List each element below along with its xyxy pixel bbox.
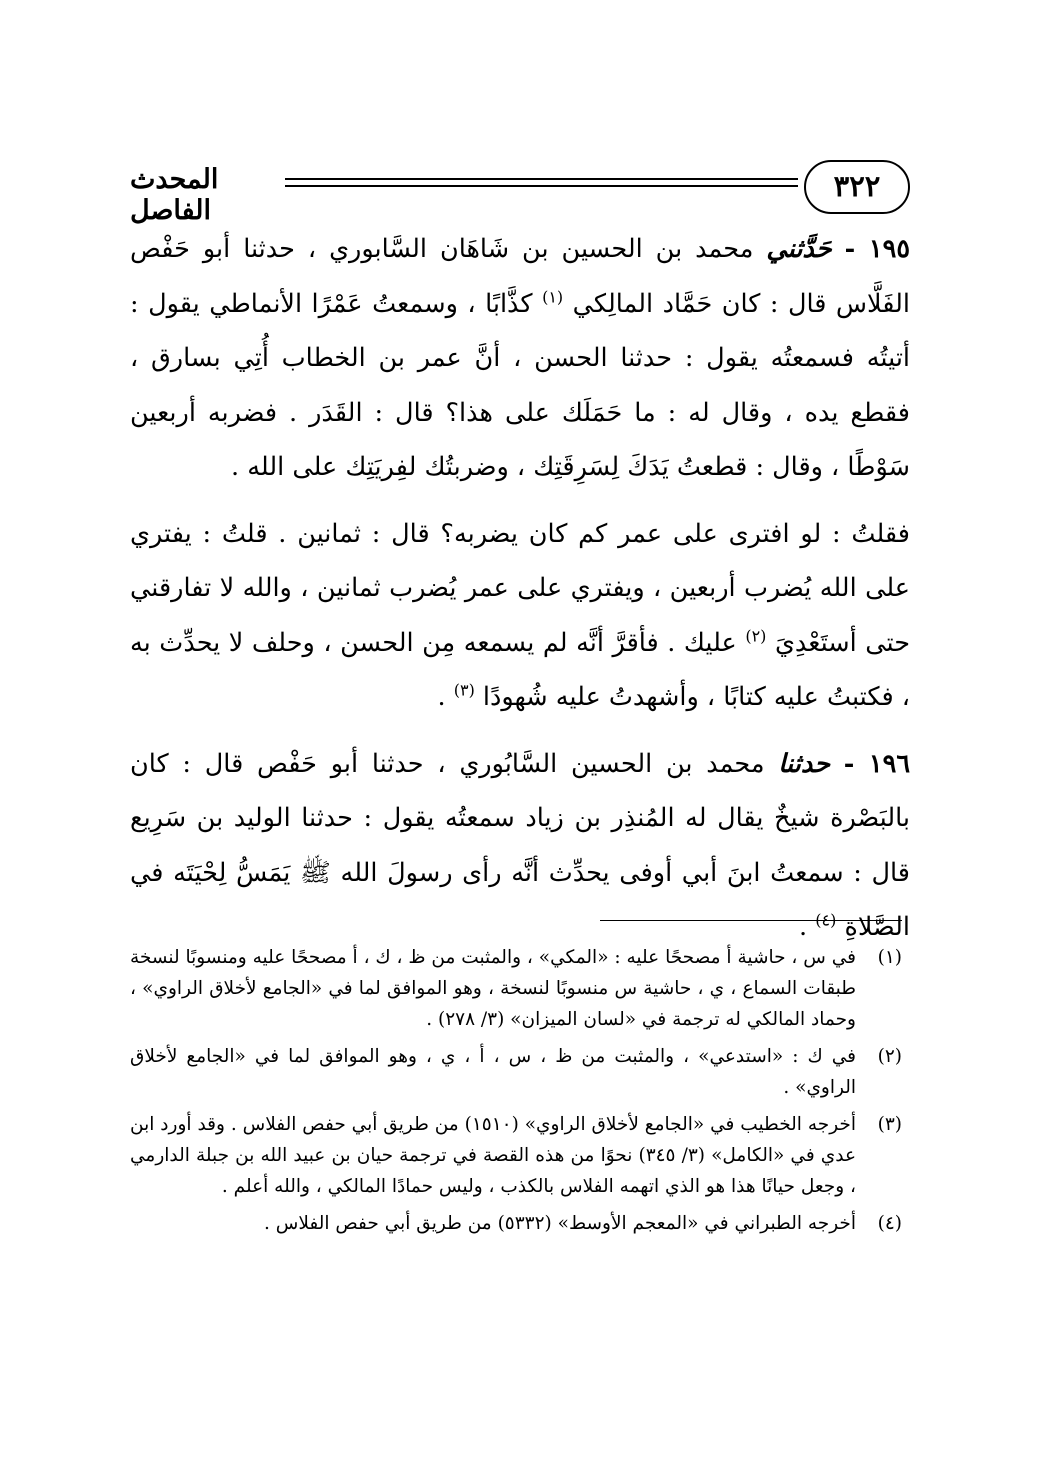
footnote-marker: (٣): [877, 1114, 902, 1135]
paragraph-text: .: [799, 912, 808, 942]
footnote-marker: (٤): [877, 1213, 902, 1234]
footnote-text: في س ، حاشية أ مصححًا عليه : «المكي» ، والمثبت من ظ ، ك ، أ مصححًا عليه ومنسوبًا لنسخة طبقات السماع ، ي ، حاشية س منسوبًا لنسخة ، وهو الموافق لما في «الجامع لأخلاق الراوي» ، وحماد المالكي له ترجمة في «لسان الميزان» (٣/ ٢٧٨) .: [130, 947, 856, 1030]
footnote-ref: (٣): [453, 680, 475, 700]
footnote-text: في ك : «استدعي» ، والمثبت من ظ ، س ، أ ، ي ، وهو الموافق لما في «الجامع لأخلاق الراوي» .: [130, 1046, 856, 1098]
paragraph-text: فقلتُ : لو افترى على عمر كم كان يضربه؟ قال : ثمانين . قلتُ : يفتري على الله يُضرب أربعين ، ويفتري على عمر يُضرب ثمانين ، والله لا تفارقني حتى أستَعْدِيَ: [130, 518, 910, 658]
footnote-4: [130, 1208, 902, 1239]
footnote-ref: (١): [542, 287, 564, 306]
footnote-separator: [600, 920, 902, 921]
paragraph-text: عليك . فأقرَّ أنَّه لم يسمعه مِن الحسن ، وحلف لا يحدِّث به ، فكتبتُ عليه كتابًا ، وأشهدتُ عليه شُهودًا: [130, 627, 910, 712]
footnote-text: أخرجه الخطيب في «الجامع لأخلاق الراوي» (١٥١٠) من طريق أبي حفص الفلاس . وقد أورد ابن عدي في «الكامل» (٣/ ٣٤٥) نحوًا من هذه القصة في ترجمة حيان بن عبيد الله بن جبلة الدارمي ، وجعل حيانًا هذا هو الذي اتهمه الفلاس بالكذب ، وليس حمادًا المالكي ، والله أعلم .: [130, 1114, 856, 1197]
paragraph-text: محمد بن الحسين بن شَاهَان السَّابوري ، حدثنا أبو حَفْص الفَلَّاس قال : كان حَمَّاد المالِكي: [130, 234, 911, 319]
footnote-2: [130, 1041, 902, 1103]
hadith-number: ١٩٦ -: [843, 748, 911, 779]
footnote-3: [130, 1109, 902, 1202]
footnote-marker: (٢): [877, 1046, 902, 1067]
footnotes: [130, 942, 902, 1245]
header-double-rule: [285, 178, 798, 187]
footnote-ref: (٢): [745, 626, 767, 645]
page-header: [130, 150, 910, 226]
paragraph-text: .: [437, 682, 446, 712]
footnote-1: [130, 942, 902, 1035]
book-title: المحدث الفاصل: [130, 164, 219, 226]
hadith-paragraph-195: [130, 222, 910, 495]
paragraph-text: محمد بن الحسين السَّابُوري ، حدثنا أبو حَفْص قال : كان بالبَصْرة شيخٌ يقال له المُنذِر بن زياد سمعتُه يقول : حدثنا الوليد بن سَرِيع قال : سمعتُ ابنَ أبي أوفى يحدِّث أنَّه رأى رسولَ الله ﷺ يَمَسُّ لِحْيَتَه في الصَّلاةِ: [130, 748, 910, 942]
hadith-number: ١٩٥ -: [844, 234, 911, 264]
main-text: [130, 222, 910, 955]
page-number: ٣٢٢: [804, 160, 910, 214]
footnote-text: أخرجه الطبراني في «المعجم الأوسط» (٥٣٣٢) من طريق أبي حفص الفلاس .: [263, 1213, 856, 1234]
narration-lead: حَدَّثني: [766, 234, 832, 264]
paragraph-text: كذَّابًا ، وسمعتُ عَمْرًا الأنماطي يقول : أتيتُه فسمعتُه يقول : حدثنا الحسن ، أنَّ عمر بن الخطاب أُتِي بسارق ، فقطع يده ، وقال له : ما حَمَلَك على هذا؟ قال : القَدَر . فضربه أربعين سَوْطًا ، وقال : قطعتُ يَدَكَ لِسَرِقَتِك ، وضربتُك لفِريَتِك على الله .: [130, 288, 910, 482]
narration-lead: حدثنا: [778, 748, 830, 779]
footnote-marker: (١): [877, 947, 902, 968]
footnote-ref: (٤): [815, 910, 837, 930]
commentary-paragraph: [130, 507, 910, 725]
hadith-paragraph-196: [130, 737, 910, 955]
